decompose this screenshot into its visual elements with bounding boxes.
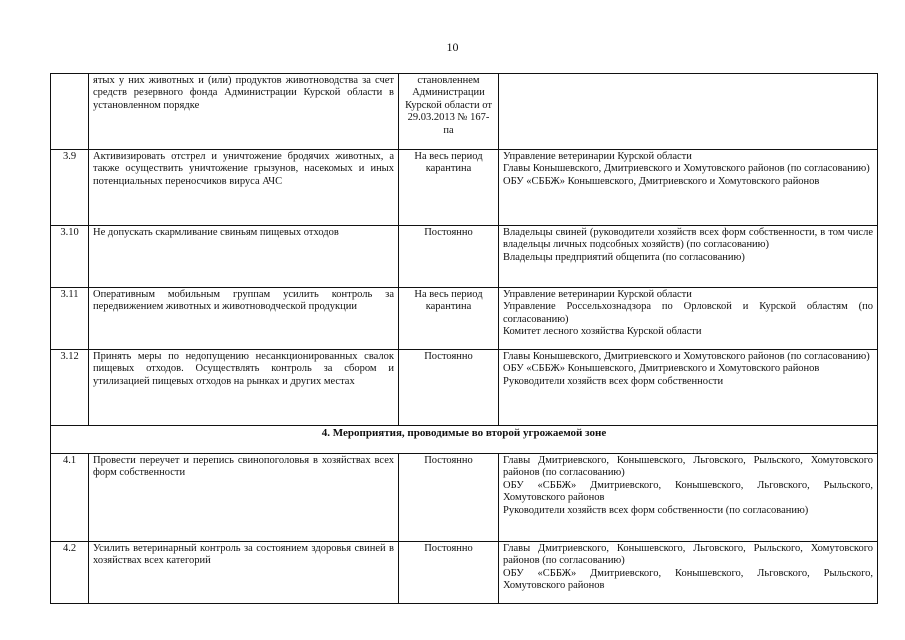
table-row xyxy=(51,288,878,350)
action-text: Усилить ветеринарный контроль за состоянием здоровья свиней в хозяйствах всех категорий xyxy=(89,542,399,604)
responsible-line: Управление ветеринарии Курской области xyxy=(503,151,692,162)
responsible-cell xyxy=(499,226,878,288)
row-number: 4.2 xyxy=(51,542,89,604)
responsible-cell xyxy=(499,454,878,542)
responsible-line: Руководители хозяйств всех форм собственности xyxy=(503,375,724,387)
responsible-line: Руководители хозяйств всех форм собственности (по согласованию) xyxy=(503,504,809,516)
action-text: Принять меры по недопущению несанкционированных свалок пищевых отходов. Осуществлять контроль за сбором и утилизацией пищевых отходов на рынках и других местах xyxy=(89,350,399,426)
responsible-line: ОБУ «СББЖ» Дмитриевского, Конышевского, Льговского, Рыльского, Хомутовского районов xyxy=(503,479,873,504)
action-text: Не допускать скармливание свиньям пищевых отходов xyxy=(89,226,399,288)
action-text: Активизировать отстрел и уничтожение бродячих животных, а также осуществить уничтожение грызунов, насекомых и иных потенциальных переносчиков вируса АЧС xyxy=(89,150,399,226)
term-text: На весь период карантина xyxy=(399,150,499,226)
table-row xyxy=(51,150,878,226)
responsible-line: Владельцы свиней (руководители хозяйств всех форм собственности, в том числе владельцы личных подсобных хозяйств) (по согласованию) xyxy=(503,227,873,251)
section-heading: 4. Мероприятия, проводимые во второй угрожаемой зоне xyxy=(51,426,878,454)
responsible-line: Главы Конышевского, Дмитриевского и Хомутовского районов (по согласованию) xyxy=(503,351,870,362)
table-row xyxy=(51,226,878,288)
responsible-line: ОБУ «СББЖ» Конышевского, Дмитриевского и Хомутовского районов xyxy=(503,175,820,187)
action-text: Провести переучет и перепись свинопоголовья в хозяйствах всех форм собственности xyxy=(89,454,399,542)
responsible-line: Главы Дмитриевского, Конышевского, Льговского, Рыльского, Хомутовского районов (по согласованию) xyxy=(503,455,873,479)
row-number: 3.11 xyxy=(51,288,89,350)
responsible-line: Владельцы предприятий общепита (по согласованию) xyxy=(503,251,745,263)
responsible-line: ОБУ «СББЖ» Конышевского, Дмитриевского и Хомутовского районов xyxy=(503,363,820,375)
table-row xyxy=(51,350,878,426)
responsible-cell xyxy=(499,542,878,604)
responsible-line: Главы Дмитриевского, Конышевского, Льговского, Рыльского, Хомутовского районов (по согласованию) xyxy=(503,543,873,567)
responsible-cell xyxy=(499,288,878,350)
term-text: На весь период карантина xyxy=(399,288,499,350)
responsible-line: Главы Конышевского, Дмитриевского и Хомутовского районов (по согласованию) xyxy=(503,163,870,175)
responsible-line: Комитет лесного хозяйства Курской области xyxy=(503,326,702,338)
action-text: ятых у них животных и (или) продуктов животноводства за счет средств резервного фонда Администрации Курской области в установленном порядке xyxy=(89,74,399,150)
table-row xyxy=(51,542,878,604)
responsible-line: Управление ветеринарии Курской области xyxy=(503,289,692,300)
section-row xyxy=(51,426,878,454)
table-row xyxy=(51,454,878,542)
page-number: 10 xyxy=(446,40,459,54)
table-row xyxy=(51,74,878,150)
responsible-cell xyxy=(499,150,878,226)
row-number: 4.1 xyxy=(51,454,89,542)
term-text: Постоянно xyxy=(399,350,499,426)
row-number xyxy=(51,74,89,150)
row-number: 3.9 xyxy=(51,150,89,226)
row-number: 3.10 xyxy=(51,226,89,288)
responsible-cell xyxy=(499,350,878,426)
row-number: 3.12 xyxy=(51,350,89,426)
responsible-line: ОБУ «СББЖ» Дмитриевского, Конышевского, Льговского, Рыльского, Хомутовского районов xyxy=(503,567,873,592)
term-text: Постоянно xyxy=(399,226,499,288)
action-text: Оперативным мобильным группам усилить контроль за передвижением животных и животноводческой продукции xyxy=(89,288,399,350)
term-text: Постоянно xyxy=(399,542,499,604)
measures-table xyxy=(50,73,878,604)
term-text: Постоянно xyxy=(399,454,499,542)
term-text: становленнем Администрации Курской области от 29.03.2013 № 167-па xyxy=(399,74,499,150)
responsible-line: Управление Россельхознадзора по Орловской и Курской областям (по согласованию) xyxy=(503,301,873,325)
responsible-cell xyxy=(499,74,878,150)
